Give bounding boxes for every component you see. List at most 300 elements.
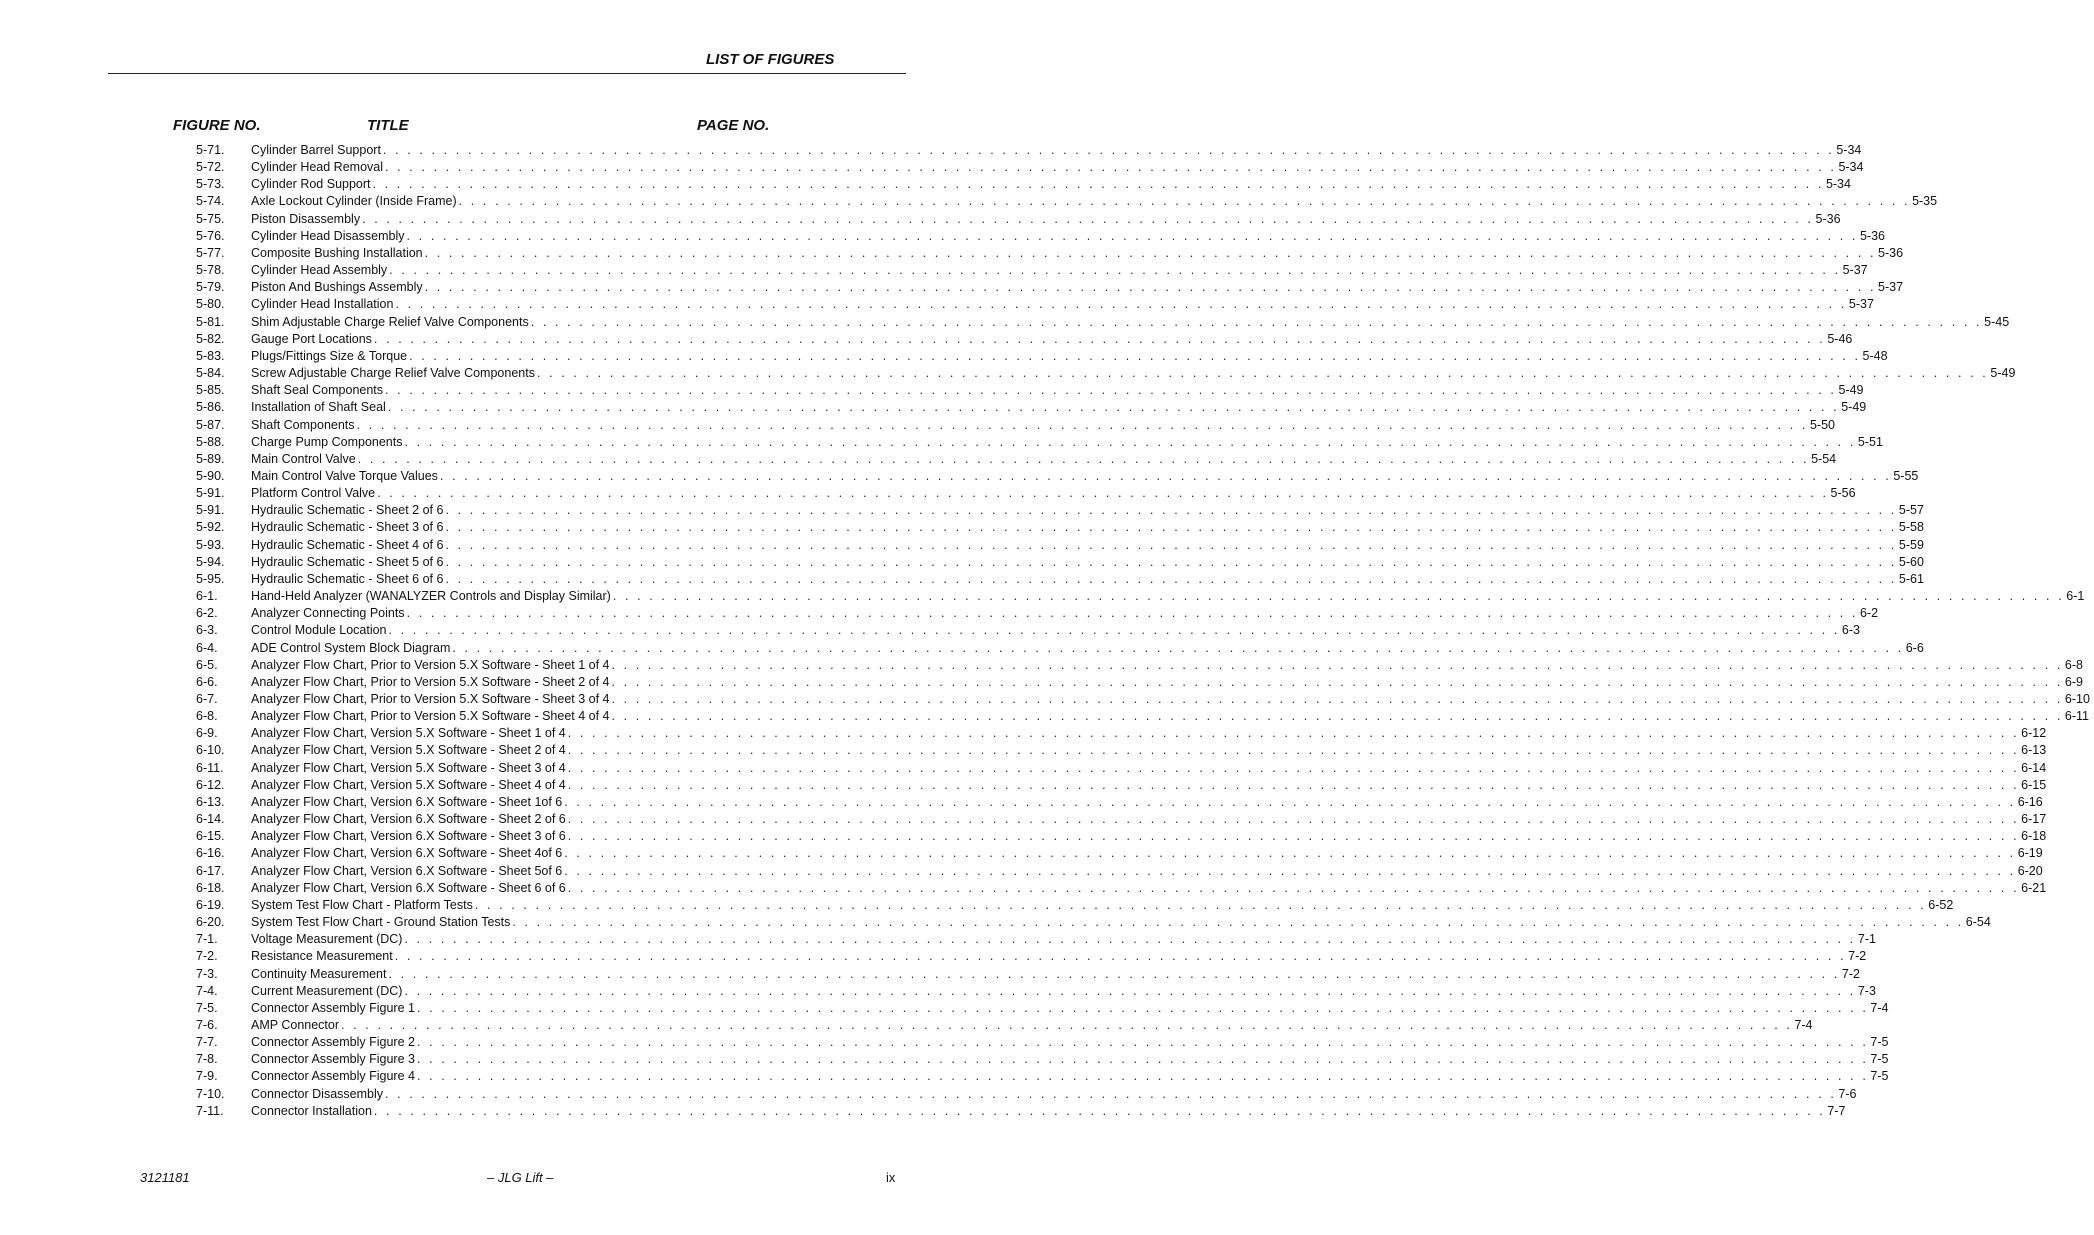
page-reference: 5-51 <box>1857 434 1883 449</box>
entry-body <box>251 863 2043 880</box>
figure-title: Analyzer Flow Chart, Version 6.X Software - Sheet 6 of 6 <box>251 880 566 895</box>
list-item[interactable] <box>196 314 2010 331</box>
entry-body <box>251 176 1851 193</box>
dot-leader: . . . . . . . . . . . . . . . . . . . . . . . . . . . . . . . . . . . . . . . . . . . . . . . . . . . . . . . . . . . . . . . . . . . . . . . . . . . . . . . . . . . . . . . . . . . . . . . . . . . . . . . . . . . . . . . . . . . . . . . . <box>564 846 2016 861</box>
entry-body <box>251 451 1837 468</box>
figure-title: Control Module Location <box>251 623 387 638</box>
page-reference: 5-50 <box>1809 417 1835 432</box>
figure-number: 5-86. <box>196 400 225 415</box>
page-reference: 7-4 <box>1870 1000 1889 1015</box>
entry-body <box>251 296 1874 313</box>
page-reference: 6-18 <box>2021 829 2047 844</box>
entry-body <box>251 1051 1889 1068</box>
list-item[interactable] <box>196 348 1888 365</box>
figure-title: Cylinder Head Removal <box>251 160 384 175</box>
list-item[interactable] <box>196 1051 1889 1068</box>
figure-number: 5-95. <box>196 571 225 586</box>
list-item[interactable] <box>196 983 1876 1000</box>
entry-body <box>251 485 1856 502</box>
dot-leader: . . . . . . . . . . . . . . . . . . . . . . . . . . . . . . . . . . . . . . . . . . . . . . . . . . . . . . . . . . . . . . . . . . . . . . . . . . . . . . . . . . . . . . . . . . . . . . . . . . . . . . . . . . . . . . . . . . . . . . . . <box>445 554 1897 569</box>
list-item[interactable] <box>196 966 1860 983</box>
figure-number: 5-79. <box>196 280 225 295</box>
list-item[interactable] <box>196 193 1938 210</box>
page-reference: 5-37 <box>1848 297 1874 312</box>
entry-body <box>251 399 1867 416</box>
figure-title: Current Measurement (DC) <box>251 983 403 998</box>
entry-body <box>251 742 2047 759</box>
figure-number: 5-85. <box>196 383 225 398</box>
dot-leader: . . . . . . . . . . . . . . . . . . . . . . . . . . . . . . . . . . . . . . . . . . . . . . . . . . . . . . . . . . . . . . . . . . . . . . . . . . . . . . . . . . . . . . . . . . . . . . . . . . . . . . . . . . . . . . . . . . . . . . . . <box>406 606 1858 621</box>
entry-body <box>251 708 2090 725</box>
figure-number: 6-10. <box>196 743 225 758</box>
figure-number: 7-2. <box>196 949 218 964</box>
entry-body <box>251 159 1864 176</box>
dot-leader: . . . . . . . . . . . . . . . . . . . . . . . . . . . . . . . . . . . . . . . . . . . . . . . . . . . . . . . . . . . . . . . . . . . . . . . . . . . . . . . . . . . . . . . . . . . . . . . . . . . . . . . . . . . . . . . . . . . . . . . . <box>445 520 1897 535</box>
footer-publisher: – JLG Lift – <box>487 1170 554 1185</box>
page-reference: 5-56 <box>1830 486 1856 501</box>
figure-title: Analyzer Flow Chart, Version 5.X Software - Sheet 4 of 4 <box>251 777 566 792</box>
figure-number: 5-91. <box>196 503 225 518</box>
list-item[interactable] <box>196 708 2090 725</box>
page-reference: 6-20 <box>2017 863 2043 878</box>
list-item[interactable] <box>196 485 1856 502</box>
page-reference: 5-34 <box>1825 177 1851 192</box>
entry-body <box>251 1103 1846 1120</box>
dot-leader: . . . . . . . . . . . . . . . . . . . . . . . . . . . . . . . . . . . . . . . . . . . . . . . . . . . . . . . . . . . . . . . . . . . . . . . . . . . . . . . . . . . . . . . . . . . . . . . . . . . . . . . . . . . . . . . . . . . . . . . . <box>404 932 1856 947</box>
list-item[interactable] <box>196 451 1837 468</box>
list-item[interactable] <box>196 948 1867 965</box>
page-reference: 6-12 <box>2021 726 2047 741</box>
dot-leader: . . . . . . . . . . . . . . . . . . . . . . . . . . . . . . . . . . . . . . . . . . . . . . . . . . . . . . . . . . . . . . . . . . . . . . . . . . . . . . . . . . . . . . . . . . . . . . . . . . . . . . . . . . . . . . . . . . . . . . . . <box>567 812 2020 827</box>
figure-title: Analyzer Flow Chart, Prior to Version 5.X Software - Sheet 4 of 4 <box>251 709 610 724</box>
dot-leader: . . . . . . . . . . . . . . . . . . . . . . . . . . . . . . . . . . . . . . . . . . . . . . . . . . . . . . . . . . . . . . . . . . . . . . . . . . . . . . . . . . . . . . . . . . . . . . . . . . . . . . . . . . . . . . . . . . . . . . . . <box>512 915 1964 930</box>
figure-title: Screw Adjustable Charge Relief Valve Components <box>251 366 535 381</box>
page-reference: 6-2 <box>1859 606 1879 621</box>
page-reference: 5-60 <box>1898 554 1924 569</box>
entry-body <box>251 674 2083 691</box>
list-item[interactable] <box>196 863 2043 880</box>
entry-body <box>251 417 1835 434</box>
page-reference: 5-36 <box>1878 245 1904 260</box>
dot-leader: . . . . . . . . . . . . . . . . . . . . . . . . . . . . . . . . . . . . . . . . . . . . . . . . . . . . . . . . . . . . . . . . . . . . . . . . . . . . . . . . . . . . . . . . . . . . . . . . . . . . . . . . . . . . . . . . . . . . . . . . <box>357 451 1810 466</box>
dot-leader: . . . . . . . . . . . . . . . . . . . . . . . . . . . . . . . . . . . . . . . . . . . . . . . . . . . . . . . . . . . . . . . . . . . . . . . . . . . . . . . . . . . . . . . . . . . . . . . . . . . . . . . . . . . . . . . . . . . . . . . . <box>611 657 2063 672</box>
list-item[interactable] <box>196 554 1924 571</box>
page-reference: 6-52 <box>1928 897 1954 912</box>
page-section-title: LIST OF FIGURES <box>706 51 835 68</box>
footer-document-number: 3121181 <box>140 1170 190 1185</box>
list-item[interactable] <box>196 914 1991 931</box>
page-reference: 6-3 <box>1841 623 1860 638</box>
page-reference: 6-15 <box>2021 777 2047 792</box>
entry-body <box>251 365 2016 382</box>
list-item[interactable] <box>196 331 1853 348</box>
page-reference: 5-48 <box>1862 348 1888 363</box>
page-reference: 6-1 <box>2066 589 2085 604</box>
figure-title: Cylinder Barrel Support <box>251 143 381 157</box>
figure-number: 5-76. <box>196 228 225 243</box>
dot-leader: . . . . . . . . . . . . . . . . . . . . . . . . . . . . . . . . . . . . . . . . . . . . . . . . . . . . . . . . . . . . . . . . . . . . . . . . . . . . . . . . . . . . . . . . . . . . . . . . . . . . . . . . . . . . . . . . . . . . . . . . <box>458 194 1911 209</box>
figure-number: 7-7. <box>196 1035 218 1050</box>
figure-title: Hydraulic Schematic - Sheet 2 of 6 <box>251 503 444 518</box>
column-header-page-no: PAGE NO. <box>697 117 770 134</box>
entry-body <box>251 640 1924 657</box>
entry-body <box>251 880 2047 897</box>
figure-number: 6-1. <box>196 589 218 604</box>
list-item[interactable] <box>196 159 1864 176</box>
page-reference: 5-49 <box>1838 383 1864 398</box>
entry-body <box>251 588 2085 605</box>
dot-leader: . . . . . . . . . . . . . . . . . . . . . . . . . . . . . . . . . . . . . . . . . . . . . . . . . . . . . . . . . . . . . . . . . . . . . . . . . . . . . . . . . . . . . . . . . . . . . . . . . . . . . . . . . . . . . . . . . . . . . . . . <box>385 383 1837 398</box>
list-item[interactable] <box>196 794 2043 811</box>
dot-leader: . . . . . . . . . . . . . . . . . . . . . . . . . . . . . . . . . . . . . . . . . . . . . . . . . . . . . . . . . . . . . . . . . . . . . . . . . . . . . . . . . . . . . . . . . . . . . . . . . . . . . . . . . . . . . . . . . . . . . . . . <box>416 1035 1869 1050</box>
figure-title: Cylinder Head Installation <box>251 297 394 312</box>
list-item[interactable] <box>196 897 1954 914</box>
page-reference: 5-57 <box>1898 503 1924 518</box>
dot-leader: . . . . . . . . . . . . . . . . . . . . . . . . . . . . . . . . . . . . . . . . . . . . . . . . . . . . . . . . . . . . . . . . . . . . . . . . . . . . . . . . . . . . . . . . . . . . . . . . . . . . . . . . . . . . . . . . . . . . . . . . <box>439 468 1892 483</box>
list-item[interactable] <box>196 691 2090 708</box>
figure-number: 6-8. <box>196 709 218 724</box>
figure-title: Analyzer Flow Chart, Prior to Version 5.X Software - Sheet 2 of 4 <box>251 674 610 689</box>
entry-body <box>251 725 2047 742</box>
dot-leader: . . . . . . . . . . . . . . . . . . . . . . . . . . . . . . . . . . . . . . . . . . . . . . . . . . . . . . . . . . . . . . . . . . . . . . . . . . . . . . . . . . . . . . . . . . . . . . . . . . . . . . . . . . . . . . . . . . . . . . . . <box>372 177 1824 192</box>
list-item[interactable] <box>196 176 1851 193</box>
figure-title: Main Control Valve Torque Values <box>251 468 438 483</box>
figure-title: AMP Connector <box>251 1017 340 1032</box>
dot-leader: . . . . . . . . . . . . . . . . . . . . . . . . . . . . . . . . . . . . . . . . . . . . . . . . . . . . . . . . . . . . . . . . . . . . . . . . . . . . . . . . . . . . . . . . . . . . . . . . . . . . . . . . . . . . . . . . . . . . . . . . <box>377 486 1829 501</box>
figure-title: Analyzer Flow Chart, Version 6.X Software - Sheet 4of 6 <box>251 846 563 861</box>
header-divider <box>108 73 906 74</box>
entry-body <box>251 1068 1889 1085</box>
list-item[interactable] <box>196 640 1924 657</box>
list-item[interactable] <box>196 588 2085 605</box>
figure-title: Piston Disassembly <box>251 211 361 226</box>
page-reference: 6-11 <box>2064 709 2090 724</box>
page-reference: 5-61 <box>1898 571 1924 586</box>
entry-body <box>251 845 2043 862</box>
figure-title: Continuity Measurement <box>251 966 387 981</box>
dot-leader: . . . . . . . . . . . . . . . . . . . . . . . . . . . . . . . . . . . . . . . . . . . . . . . . . . . . . . . . . . . . . . . . . . . . . . . . . . . . . . . . . . . . . . . . . . . . . . . . . . . . . . . . . . . . . . . . . . . . . . . . <box>445 537 1897 552</box>
dot-leader: . . . . . . . . . . . . . . . . . . . . . . . . . . . . . . . . . . . . . . . . . . . . . . . . . . . . . . . . . . . . . . . . . . . . . . . . . . . . . . . . . . . . . . . . . . . . . . . . . . . . . . . . . . . . . . . . . . . . . . . . <box>445 503 1897 518</box>
list-item[interactable] <box>196 725 2047 742</box>
list-item[interactable] <box>196 468 1919 485</box>
entry-body <box>251 211 1841 228</box>
dot-leader: . . . . . . . . . . . . . . . . . . . . . . . . . . . . . . . . . . . . . . . . . . . . . . . . . . . . . . . . . . . . . . . . . . . . . . . . . . . . . . . . . . . . . . . . . . . . . . . . . . . . . . . . . . . . . . . . . . . . . . . . <box>404 983 1856 998</box>
page-reference: 6-9 <box>2064 674 2083 689</box>
dot-leader: . . . . . . . . . . . . . . . . . . . . . . . . . . . . . . . . . . . . . . . . . . . . . . . . . . . . . . . . . . . . . . . . . . . . . . . . . . . . . . . . . . . . . . . . . . . . . . . . . . . . . . . . . . . . . . . . . . . . . . . . <box>362 211 1814 226</box>
list-item[interactable] <box>196 245 1904 262</box>
figure-title: Analyzer Flow Chart, Version 5.X Software - Sheet 3 of 4 <box>251 760 566 775</box>
list-item[interactable] <box>196 1086 1857 1103</box>
list-item[interactable] <box>196 519 1924 536</box>
figure-number: 6-2. <box>196 606 218 621</box>
dot-leader: . . . . . . . . . . . . . . . . . . . . . . . . . . . . . . . . . . . . . . . . . . . . . . . . . . . . . . . . . . . . . . . . . . . . . . . . . . . . . . . . . . . . . . . . . . . . . . . . . . . . . . . . . . . . . . . . . . . . . . . . <box>416 1069 1869 1084</box>
figure-title: Installation of Shaft Seal <box>251 400 386 415</box>
list-item[interactable] <box>196 657 2083 674</box>
figure-title: Charge Pump Components <box>251 434 403 449</box>
list-item[interactable] <box>196 434 1883 451</box>
page-reference: 7-5 <box>1870 1052 1889 1067</box>
page-reference: 5-37 <box>1842 263 1868 278</box>
figure-number: 6-7. <box>196 692 218 706</box>
entry-body <box>251 468 1919 485</box>
list-item[interactable] <box>196 880 2047 897</box>
list-item[interactable] <box>196 674 2083 691</box>
entry-body <box>251 331 1853 348</box>
dot-leader: . . . . . . . . . . . . . . . . . . . . . . . . . . . . . . . . . . . . . . . . . . . . . . . . . . . . . . . . . . . . . . . . . . . . . . . . . . . . . . . . . . . . . . . . . . . . . . . . . . . . . . . . . . . . . . . . . . . . . . . . <box>567 760 2020 775</box>
figure-number: 5-87. <box>196 417 225 432</box>
entry-body <box>251 811 2047 828</box>
figure-title: Hydraulic Schematic - Sheet 4 of 6 <box>251 537 444 552</box>
figure-title: ADE Control System Block Diagram <box>251 640 451 655</box>
figure-number: 5-88. <box>196 434 225 449</box>
list-item[interactable] <box>196 537 1924 554</box>
list-item[interactable] <box>196 142 1862 159</box>
figure-title: Analyzer Flow Chart, Prior to Version 5.X Software - Sheet 1 of 4 <box>251 657 610 672</box>
entry-body <box>251 537 1924 554</box>
figure-title: Hydraulic Schematic - Sheet 6 of 6 <box>251 571 444 586</box>
entry-body <box>251 228 1885 245</box>
dot-leader: . . . . . . . . . . . . . . . . . . . . . . . . . . . . . . . . . . . . . . . . . . . . . . . . . . . . . . . . . . . . . . . . . . . . . . . . . . . . . . . . . . . . . . . . . . . . . . . . . . . . . . . . . . . . . . . . . . . . . . . . <box>564 794 2016 809</box>
list-item[interactable] <box>196 228 1885 245</box>
figure-title: System Test Flow Chart - Ground Station Tests <box>251 915 511 930</box>
page-reference: 5-46 <box>1827 331 1853 346</box>
figure-number: 6-14. <box>196 812 225 827</box>
page-reference: 7-6 <box>1838 1086 1857 1101</box>
figure-title: Connector Assembly Figure 4 <box>251 1069 415 1084</box>
figure-number: 6-18. <box>196 880 225 895</box>
list-item[interactable] <box>196 502 1924 519</box>
dot-leader: . . . . . . . . . . . . . . . . . . . . . . . . . . . . . . . . . . . . . . . . . . . . . . . . . . . . . . . . . . . . . . . . . . . . . . . . . . . . . . . . . . . . . . . . . . . . . . . . . . . . . . . . . . . . . . . . . . . . . . . . <box>536 366 1989 381</box>
figure-number: 7-8. <box>196 1052 218 1067</box>
figure-number: 5-89. <box>196 451 225 466</box>
dot-leader: . . . . . . . . . . . . . . . . . . . . . . . . . . . . . . . . . . . . . . . . . . . . . . . . . . . . . . . . . . . . . . . . . . . . . . . . . . . . . . . . . . . . . . . . . . . . . . . . . . . . . . . . . . . . . . . . . . . . . . . . <box>611 674 2063 689</box>
page-reference: 7-2 <box>1848 949 1867 964</box>
page-reference: 7-5 <box>1870 1069 1889 1084</box>
list-item[interactable] <box>196 1034 1889 1051</box>
entry-body <box>251 691 2090 708</box>
entry-body <box>251 897 1954 914</box>
figure-number: 6-12. <box>196 777 225 792</box>
dot-leader: . . . . . . . . . . . . . . . . . . . . . . . . . . . . . . . . . . . . . . . . . . . . . . . . . . . . . . . . . . . . . . . . . . . . . . . . . . . . . . . . . . . . . . . . . . . . . . . . . . . . . . . . . . . . . . . . . . . . . . . . <box>612 589 2065 604</box>
figure-title: Platform Control Valve <box>251 486 376 501</box>
list-item[interactable] <box>196 605 1879 622</box>
column-header-figure-no: FIGURE NO. <box>173 117 261 134</box>
dot-leader: . . . . . . . . . . . . . . . . . . . . . . . . . . . . . . . . . . . . . . . . . . . . . . . . . . . . . . . . . . . . . . . . . . . . . . . . . . . . . . . . . . . . . . . . . . . . . . . . . . . . . . . . . . . . . . . . . . . . . . . . <box>385 160 1837 175</box>
page-reference: 5-34 <box>1836 143 1862 157</box>
figure-number: 6-19. <box>196 897 225 912</box>
page-reference: 7-1 <box>1857 932 1876 947</box>
page-reference: 5-35 <box>1912 194 1938 209</box>
page-reference: 6-6 <box>1905 640 1924 655</box>
dot-leader: . . . . . . . . . . . . . . . . . . . . . . . . . . . . . . . . . . . . . . . . . . . . . . . . . . . . . . . . . . . . . . . . . . . . . . . . . . . . . . . . . . . . . . . . . . . . . . . . . . . . . . . . . . . . . . . . . . . . . . . . <box>373 331 1826 346</box>
entry-body <box>251 571 1924 588</box>
figure-title: Gauge Port Locations <box>251 331 372 346</box>
list-item[interactable] <box>196 296 1874 313</box>
page-reference: 6-14 <box>2021 760 2047 775</box>
dot-leader: . . . . . . . . . . . . . . . . . . . . . . . . . . . . . . . . . . . . . . . . . . . . . . . . . . . . . . . . . . . . . . . . . . . . . . . . . . . . . . . . . . . . . . . . . . . . . . . . . . . . . . . . . . . . . . . . . . . . . . . . <box>394 949 1847 964</box>
dot-leader: . . . . . . . . . . . . . . . . . . . . . . . . . . . . . . . . . . . . . . . . . . . . . . . . . . . . . . . . . . . . . . . . . . . . . . . . . . . . . . . . . . . . . . . . . . . . . . . . . . . . . . . . . . . . . . . . . . . . . . . . <box>356 417 1808 432</box>
page-reference: 5-36 <box>1859 228 1885 243</box>
list-item[interactable] <box>196 571 1924 588</box>
dot-leader: . . . . . . . . . . . . . . . . . . . . . . . . . . . . . . . . . . . . . . . . . . . . . . . . . . . . . . . . . . . . . . . . . . . . . . . . . . . . . . . . . . . . . . . . . . . . . . . . . . . . . . . . . . . . . . . . . . . . . . . . <box>445 571 1897 586</box>
figure-number: 5-74. <box>196 194 225 209</box>
figure-title: Hydraulic Schematic - Sheet 3 of 6 <box>251 520 444 535</box>
page-reference: 5-59 <box>1898 537 1924 552</box>
entry-body <box>251 605 1879 622</box>
figure-number: 7-3. <box>196 966 218 981</box>
figure-number: 5-75. <box>196 211 225 226</box>
figure-title: Analyzer Flow Chart, Version 6.X Software - Sheet 1of 6 <box>251 794 563 809</box>
figure-number: 7-11. <box>196 1103 224 1118</box>
dot-leader: . . . . . . . . . . . . . . . . . . . . . . . . . . . . . . . . . . . . . . . . . . . . . . . . . . . . . . . . . . . . . . . . . . . . . . . . . . . . . . . . . . . . . . . . . . . . . . . . . . . . . . . . . . . . . . . . . . . . . . . . <box>611 709 2063 724</box>
dot-leader: . . . . . . . . . . . . . . . . . . . . . . . . . . . . . . . . . . . . . . . . . . . . . . . . . . . . . . . . . . . . . . . . . . . . . . . . . . . . . . . . . . . . . . . . . . . . . . . . . . . . . . . . . . . . . . . . . . . . . . . . <box>387 400 1840 415</box>
page-reference: 7-2 <box>1841 966 1860 981</box>
dot-leader: . . . . . . . . . . . . . . . . . . . . . . . . . . . . . . . . . . . . . . . . . . . . . . . . . . . . . . . . . . . . . . . . . . . . . . . . . . . . . . . . . . . . . . . . . . . . . . . . . . . . . . . . . . . . . . . . . . . . . . . . <box>404 434 1856 449</box>
dot-leader: . . . . . . . . . . . . . . . . . . . . . . . . . . . . . . . . . . . . . . . . . . . . . . . . . . . . . . . . . . . . . . . . . . . . . . . . . . . . . . . . . . . . . . . . . . . . . . . . . . . . . . . . . . . . . . . . . . . . . . . . <box>395 297 1847 312</box>
entry-body <box>251 434 1883 451</box>
entry-body <box>251 828 2047 845</box>
figure-title: Cylinder Head Assembly <box>251 263 388 278</box>
list-item[interactable] <box>196 845 2043 862</box>
list-item[interactable] <box>196 777 2047 794</box>
entry-body <box>251 1000 1889 1017</box>
dot-leader: . . . . . . . . . . . . . . . . . . . . . . . . . . . . . . . . . . . . . . . . . . . . . . . . . . . . . . . . . . . . . . . . . . . . . . . . . . . . . . . . . . . . . . . . . . . . . . . . . . . . . . . . . . . . . . . . . . . . . . . . <box>382 143 1835 157</box>
figure-title: Connector Disassembly <box>251 1086 383 1101</box>
entry-body <box>251 914 1991 931</box>
figure-number: 6-6. <box>196 674 218 689</box>
dot-leader: . . . . . . . . . . . . . . . . . . . . . . . . . . . . . . . . . . . . . . . . . . . . . . . . . . . . . . . . . . . . . . . . . . . . . . . . . . . . . . . . . . . . . . . . . . . . . . . . . . . . . . . . . . . . . . . . . . . . . . . . <box>567 777 2020 792</box>
page-reference: 5-34 <box>1838 160 1864 175</box>
dot-leader: . . . . . . . . . . . . . . . . . . . . . . . . . . . . . . . . . . . . . . . . . . . . . . . . . . . . . . . . . . . . . . . . . . . . . . . . . . . . . . . . . . . . . . . . . . . . . . . . . . . . . . . . . . . . . . . . . . . . . . . . <box>567 743 2020 758</box>
figure-number: 6-13. <box>196 794 225 809</box>
page-reference: 7-5 <box>1870 1035 1889 1050</box>
figure-number: 6-3. <box>196 623 218 638</box>
page-reference: 5-49 <box>1841 400 1867 415</box>
figure-number: 5-83. <box>196 348 225 363</box>
list-item[interactable] <box>196 742 2047 759</box>
figure-number: 7-1. <box>196 932 218 947</box>
entry-body <box>251 1034 1889 1051</box>
list-item[interactable] <box>196 417 1835 434</box>
entry-body <box>251 657 2083 674</box>
list-item[interactable] <box>196 279 1904 296</box>
entry-body <box>251 948 1867 965</box>
dot-leader: . . . . . . . . . . . . . . . . . . . . . . . . . . . . . . . . . . . . . . . . . . . . . . . . . . . . . . . . . . . . . . . . . . . . . . . . . . . . . . . . . . . . . . . . . . . . . . . . . . . . . . . . . . . . . . . . . . . . . . . . <box>416 1000 1869 1015</box>
figure-title: Main Control Valve <box>251 451 356 466</box>
figure-title: Hydraulic Schematic - Sheet 5 of 6 <box>251 554 444 569</box>
dot-leader: . . . . . . . . . . . . . . . . . . . . . . . . . . . . . . . . . . . . . . . . . . . . . . . . . . . . . . . . . . . . . . . . . . . . . . . . . . . . . . . . . . . . . . . . . . . . . . . . . . . . . . . . . . . . . . . . . . . . . . . . <box>611 692 2063 706</box>
figure-number: 6-11. <box>196 760 224 775</box>
list-item[interactable] <box>196 1017 1813 1034</box>
entry-body <box>251 1086 1857 1103</box>
figure-number: 5-77. <box>196 245 225 260</box>
figure-number: 5-80. <box>196 297 225 312</box>
list-item[interactable] <box>196 760 2047 777</box>
entry-body <box>251 1017 1813 1034</box>
page-reference: 5-49 <box>1990 366 2016 381</box>
dot-leader: . . . . . . . . . . . . . . . . . . . . . . . . . . . . . . . . . . . . . . . . . . . . . . . . . . . . . . . . . . . . . . . . . . . . . . . . . . . . . . . . . . . . . . . . . . . . . . . . . . . . . . . . . . . . . . . . . . . . . . . . <box>424 280 1877 295</box>
figure-number: 7-9. <box>196 1069 218 1084</box>
list-item[interactable] <box>196 262 1868 279</box>
figure-title: Analyzer Flow Chart, Version 5.X Software - Sheet 2 of 4 <box>251 743 566 758</box>
list-item[interactable] <box>196 365 2016 382</box>
figure-title: Shaft Components <box>251 417 355 432</box>
figure-number: 6-15. <box>196 829 225 844</box>
list-item[interactable] <box>196 828 2047 845</box>
page-reference: 6-21 <box>2021 880 2047 895</box>
entry-body <box>251 931 1876 948</box>
figure-list <box>196 142 2090 1120</box>
page-reference: 6-19 <box>2017 846 2043 861</box>
figure-number: 5-82. <box>196 331 225 346</box>
list-item[interactable] <box>196 211 1841 228</box>
page-reference: 5-55 <box>1893 468 1919 483</box>
dot-leader: . . . . . . . . . . . . . . . . . . . . . . . . . . . . . . . . . . . . . . . . . . . . . . . . . . . . . . . . . . . . . . . . . . . . . . . . . . . . . . . . . . . . . . . . . . . . . . . . . . . . . . . . . . . . . . . . . . . . . . . . <box>564 863 2016 878</box>
figure-title: Analyzer Flow Chart, Version 6.X Software - Sheet 5of 6 <box>251 863 563 878</box>
dot-leader: . . . . . . . . . . . . . . . . . . . . . . . . . . . . . . . . . . . . . . . . . . . . . . . . . . . . . . . . . . . . . . . . . . . . . . . . . . . . . . . . . . . . . . . . . . . . . . . . . . . . . . . . . . . . . . . . . . . . . . . . <box>385 1086 1837 1101</box>
figure-title: Analyzer Flow Chart, Version 6.X Software - Sheet 2 of 6 <box>251 812 566 827</box>
page-reference: 5-36 <box>1815 211 1841 226</box>
figure-number: 7-4. <box>196 983 218 998</box>
entry-body <box>251 279 1904 296</box>
entry-body <box>251 983 1876 1000</box>
figure-number: 5-90. <box>196 468 225 483</box>
dot-leader: . . . . . . . . . . . . . . . . . . . . . . . . . . . . . . . . . . . . . . . . . . . . . . . . . . . . . . . . . . . . . . . . . . . . . . . . . . . . . . . . . . . . . . . . . . . . . . . . . . . . . . . . . . . . . . . . . . . . . . . . <box>388 966 1840 981</box>
page-reference: 7-4 <box>1794 1017 1813 1032</box>
list-item[interactable] <box>196 811 2047 828</box>
dot-leader: . . . . . . . . . . . . . . . . . . . . . . . . . . . . . . . . . . . . . . . . . . . . . . . . . . . . . . . . . . . . . . . . . . . . . . . . . . . . . . . . . . . . . . . . . . . . . . . . . . . . . . . . . . . . . . . . . . . . . . . . <box>567 726 2020 741</box>
list-item[interactable] <box>196 1068 1889 1085</box>
figure-title: Analyzer Flow Chart, Version 5.X Software - Sheet 1 of 4 <box>251 726 566 741</box>
dot-leader: . . . . . . . . . . . . . . . . . . . . . . . . . . . . . . . . . . . . . . . . . . . . . . . . . . . . . . . . . . . . . . . . . . . . . . . . . . . . . . . . . . . . . . . . . . . . . . . . . . . . . . . . . . . . . . . . . . . . . . . . <box>373 1103 1826 1118</box>
entry-body <box>251 519 1924 536</box>
column-header-title: TITLE <box>367 117 409 134</box>
figure-title: Shim Adjustable Charge Relief Valve Components <box>251 314 529 329</box>
figure-number: 5-92. <box>196 520 225 535</box>
figure-number: 5-73. <box>196 177 225 192</box>
list-item[interactable] <box>196 622 1860 639</box>
figure-title: Hand-Held Analyzer (WANALYZER Controls and Display Similar) <box>251 589 611 604</box>
entry-body <box>251 794 2043 811</box>
page-reference: 6-54 <box>1965 915 1991 930</box>
page-reference: 5-54 <box>1811 451 1837 466</box>
dot-leader: . . . . . . . . . . . . . . . . . . . . . . . . . . . . . . . . . . . . . . . . . . . . . . . . . . . . . . . . . . . . . . . . . . . . . . . . . . . . . . . . . . . . . . . . . . . . . . . . . . . . . . . . . . . . . . . . . . . . . . . . <box>389 263 1841 278</box>
figure-title: Plugs/Fittings Size & Torque <box>251 348 408 363</box>
list-item[interactable] <box>196 1000 1889 1017</box>
entry-body <box>251 245 1904 262</box>
figure-number: 6-17. <box>196 863 225 878</box>
figure-title: Resistance Measurement <box>251 949 393 964</box>
figure-title: Connector Installation <box>251 1103 372 1118</box>
entry-body <box>251 382 1864 399</box>
list-item[interactable] <box>196 399 1867 416</box>
entry-body <box>251 622 1860 639</box>
figure-number: 5-78. <box>196 263 225 278</box>
figure-number: 6-4. <box>196 640 218 655</box>
entry-body <box>251 502 1924 519</box>
list-item[interactable] <box>196 382 1864 399</box>
figure-number: 5-71. <box>196 143 225 157</box>
list-item[interactable] <box>196 1103 1846 1120</box>
figure-number: 7-6. <box>196 1017 218 1032</box>
figure-title: Shaft Seal Components <box>251 383 384 398</box>
page-reference: 6-10 <box>2064 692 2090 706</box>
figure-number: 5-93. <box>196 537 225 552</box>
dot-leader: . . . . . . . . . . . . . . . . . . . . . . . . . . . . . . . . . . . . . . . . . . . . . . . . . . . . . . . . . . . . . . . . . . . . . . . . . . . . . . . . . . . . . . . . . . . . . . . . . . . . . . . . . . . . . . . . . . . . . . . . <box>530 314 1983 329</box>
dot-leader: . . . . . . . . . . . . . . . . . . . . . . . . . . . . . . . . . . . . . . . . . . . . . . . . . . . . . . . . . . . . . . . . . . . . . . . . . . . . . . . . . . . . . . . . . . . . . . . . . . . . . . . . . . . . . . . . . . . . . . . . <box>567 880 2020 895</box>
figure-title: Cylinder Head Disassembly <box>251 228 405 243</box>
list-item[interactable] <box>196 931 1876 948</box>
